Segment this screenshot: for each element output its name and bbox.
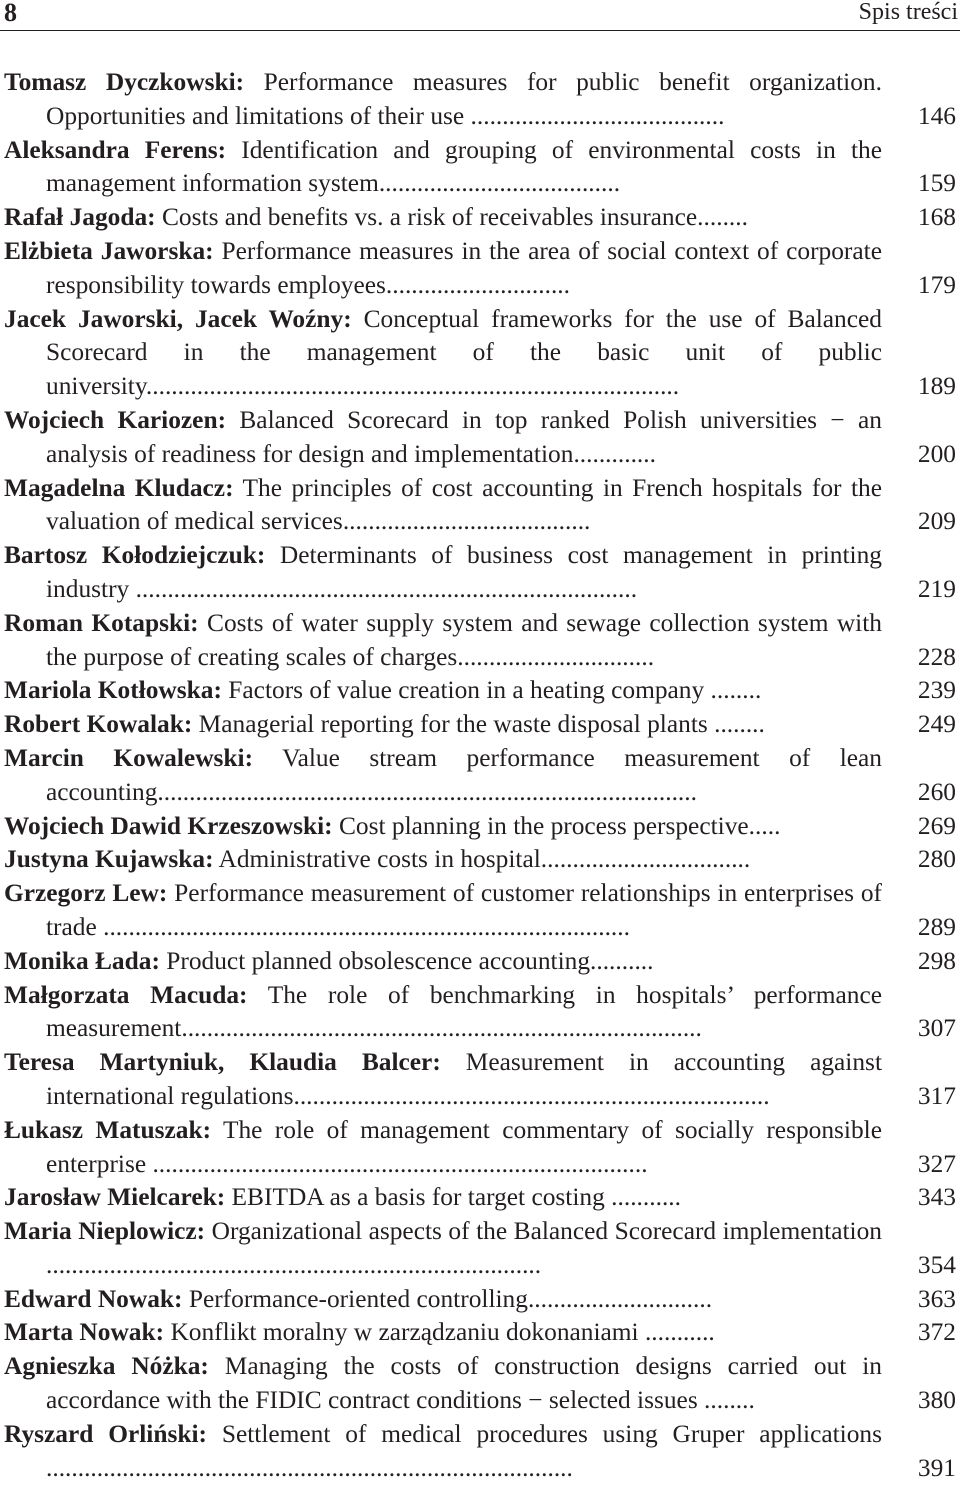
dot-leader: .............................................................................. (46, 1250, 542, 1279)
entry-author: Łukasz Matuszak: (4, 1115, 212, 1144)
entry-page: 391 (917, 1453, 956, 1482)
entry-title: EBITDA as a basis for target costing (231, 1183, 605, 1212)
entry-page: 209 (917, 507, 956, 536)
entry-page: 200 (917, 439, 956, 468)
entry-page: 159 (917, 169, 956, 198)
entry-author: Roman Kotapski: (4, 608, 199, 637)
toc-entry[interactable] (4, 1316, 956, 1350)
dot-leader: ........................................ (464, 101, 725, 130)
entry-author: Aleksandra Ferens: (4, 135, 227, 164)
entry-author: Marcin Kowalewski: (4, 743, 254, 772)
dot-leader: ............................................................................... (129, 574, 638, 603)
dot-leader: .......... (590, 946, 654, 975)
entry-author: Wojciech Dawid Krzeszowski: (4, 811, 333, 840)
toc-entry[interactable] (4, 404, 956, 472)
entry-title: The role of benchmarking in hospitals’ performance measurement (46, 980, 882, 1043)
toc-entry[interactable] (4, 607, 956, 675)
entry-page: 363 (917, 1284, 956, 1313)
entry-title: Cost planning in the process perspective (338, 811, 749, 840)
entry-author: Agnieszka Nóżka: (4, 1352, 209, 1381)
entry-author: Robert Kowalak: (4, 710, 193, 739)
entry-author: Mariola Kotłowska: (4, 676, 222, 705)
entry-author: Rafał Jagoda: (4, 203, 156, 232)
dot-leader: ............................... (457, 642, 655, 671)
entry-author: Grzegorz Lew: (4, 879, 168, 908)
entry-page: 317 (917, 1081, 956, 1110)
dot-leader: ........... (604, 1183, 681, 1212)
toc-entry[interactable] (4, 810, 956, 844)
toc-entry[interactable] (4, 674, 956, 708)
entry-author: Elżbieta Jaworska: (4, 236, 214, 265)
toc-entry[interactable] (4, 1114, 956, 1182)
entry-author: Teresa Martyniuk, Klaudia Balcer: (4, 1048, 441, 1077)
running-title: Spis treści (858, 0, 958, 25)
entry-page: 239 (917, 676, 956, 705)
entry-title: Administrative costs in hospital (218, 845, 541, 874)
entry-title: Identification and grouping of environmental costs in the management information system (46, 135, 882, 198)
entry-title: Product planned obsolescence accounting (166, 946, 591, 975)
entry-page: 168 (917, 203, 956, 232)
entry-page: 228 (917, 642, 956, 671)
entry-author: Maria Nieplowicz: (4, 1217, 206, 1246)
entry-page: 146 (917, 101, 956, 130)
dot-leader: ....................................... (342, 507, 591, 536)
entry-title: Value stream performance measurement of lean accounting (46, 743, 882, 806)
dot-leader: ................................................................................... (96, 912, 630, 941)
entry-author: Marta Nowak: (4, 1318, 165, 1347)
entry-page: 327 (917, 1149, 956, 1178)
page-number: 8 (4, 0, 17, 27)
entry-page: 260 (917, 777, 956, 806)
entry-title: Factors of value creation in a heating company (228, 676, 705, 705)
dot-leader: ........ (697, 1386, 755, 1415)
dot-leader: ........ (697, 203, 748, 232)
toc-entry[interactable] (4, 1181, 956, 1215)
toc-entry[interactable] (4, 979, 956, 1047)
entry-page: 219 (917, 574, 956, 603)
dot-leader: ............................. (527, 1284, 713, 1313)
entry-title: Performance-oriented controlling (188, 1284, 528, 1313)
page-header (0, 0, 960, 31)
entry-page: 269 (917, 811, 956, 840)
toc-entry[interactable] (4, 235, 956, 303)
entry-title: Balanced Scorecard in top ranked Polish universities − an analysis of readiness for design and implementation (46, 405, 882, 468)
entry-page: 280 (917, 845, 956, 874)
dot-leader: ............................. (385, 270, 570, 299)
entry-title: Determinants of business cost management in printing industry (46, 541, 882, 603)
entry-author: Monika Łada: (4, 946, 160, 975)
entry-author: Małgorzata Macuda: (4, 980, 248, 1009)
table-of-contents (4, 66, 956, 1485)
toc-entry[interactable] (4, 1046, 956, 1114)
dot-leader: ........... (638, 1318, 715, 1347)
toc-entry[interactable] (4, 1350, 956, 1418)
entry-author: Justyna Kujawska: (4, 845, 214, 874)
entry-page: 249 (917, 710, 956, 739)
entry-title: Managing the costs of construction designs carried out in accordance with the FIDIC contract conditions − selected issues (46, 1352, 882, 1415)
dot-leader: ................................. (540, 845, 751, 874)
entry-title: Managerial reporting for the waste disposal plants (198, 710, 708, 739)
toc-entry[interactable] (4, 1283, 956, 1317)
toc-entry[interactable] (4, 201, 956, 235)
dot-leader: ............. (573, 439, 656, 468)
entry-page: 307 (917, 1014, 956, 1043)
toc-entry[interactable] (4, 1418, 956, 1485)
entry-title: Costs of water supply system and sewage collection system with the purpose of creating scales of charges (46, 608, 882, 671)
entry-author: Edward Nowak: (4, 1284, 183, 1313)
entry-page: 289 (917, 912, 956, 941)
entry-title: Costs and benefits vs. a risk of receivables insurance (162, 203, 698, 232)
toc-entry[interactable] (4, 1215, 956, 1283)
entry-author: Magadelna Kludacz: (4, 473, 234, 502)
toc-entry[interactable] (4, 66, 956, 134)
dot-leader: ........ (704, 676, 762, 705)
toc-entry[interactable] (4, 945, 956, 979)
dot-leader: .............................................................................. (146, 1149, 648, 1178)
entry-author: Jarosław Mielcarek: (4, 1183, 226, 1212)
toc-entry[interactable] (4, 742, 956, 810)
dot-leader: ...................................... (378, 169, 621, 198)
entry-author: Ryszard Orliński: (4, 1419, 207, 1448)
entry-page: 179 (917, 270, 956, 299)
entry-author: Jacek Jaworski, Jacek Woźny: (4, 304, 352, 333)
toc-entry[interactable] (4, 134, 956, 202)
entry-author: Tomasz Dyczkowski: (4, 68, 245, 96)
entry-page: 343 (917, 1183, 956, 1212)
dot-leader: .................................................................................. (181, 1014, 702, 1043)
dot-leader: ..................................................................................... (157, 777, 697, 806)
dot-leader: ................................................................................... (46, 1453, 573, 1482)
entry-title: Organizational aspects of the Balanced Scorecard implementation (211, 1217, 882, 1246)
toc-entry[interactable] (4, 472, 956, 540)
entry-title: Konflikt moralny w zarządzaniu dokonaniami (170, 1318, 639, 1347)
entry-title: Performance measures for public benefit organization. Opportunities and limitations of their use (46, 68, 882, 130)
dot-leader: ........................................................................... (293, 1081, 770, 1110)
dot-leader: ........ (707, 710, 765, 739)
entry-title: Measurement in accounting against international regulations (46, 1048, 882, 1110)
dot-leader: ..... (748, 811, 781, 840)
toc-entry[interactable] (4, 877, 956, 945)
entry-title: Performance measures in the area of social context of corporate responsibility towards employees (46, 236, 882, 299)
toc-entry[interactable] (4, 843, 956, 877)
dot-leader: .................................................................................... (145, 372, 680, 401)
entry-title: Conceptual frameworks for the use of Balanced Scorecard in the management of the basic unit of public university (46, 304, 882, 401)
entry-page: 189 (917, 372, 956, 401)
entry-page: 380 (917, 1386, 956, 1415)
toc-entry[interactable] (4, 539, 956, 607)
toc-entry[interactable] (4, 708, 956, 742)
entry-page: 372 (917, 1318, 956, 1347)
toc-entry[interactable] (4, 303, 956, 404)
entry-title: The role of management commentary of socially responsible enterprise (46, 1115, 882, 1178)
entry-title: The principles of cost accounting in French hospitals for the valuation of medical services (46, 473, 882, 536)
entry-page: 354 (917, 1250, 956, 1279)
entry-title: Settlement of medical procedures using Gruper applications (221, 1419, 882, 1448)
entry-author: Wojciech Kariozen: (4, 405, 227, 434)
entry-page: 298 (917, 946, 956, 975)
entry-title: Performance measurement of customer relationships in enterprises of trade (46, 879, 882, 941)
entry-author: Bartosz Kołodziejczuk: (4, 541, 266, 570)
